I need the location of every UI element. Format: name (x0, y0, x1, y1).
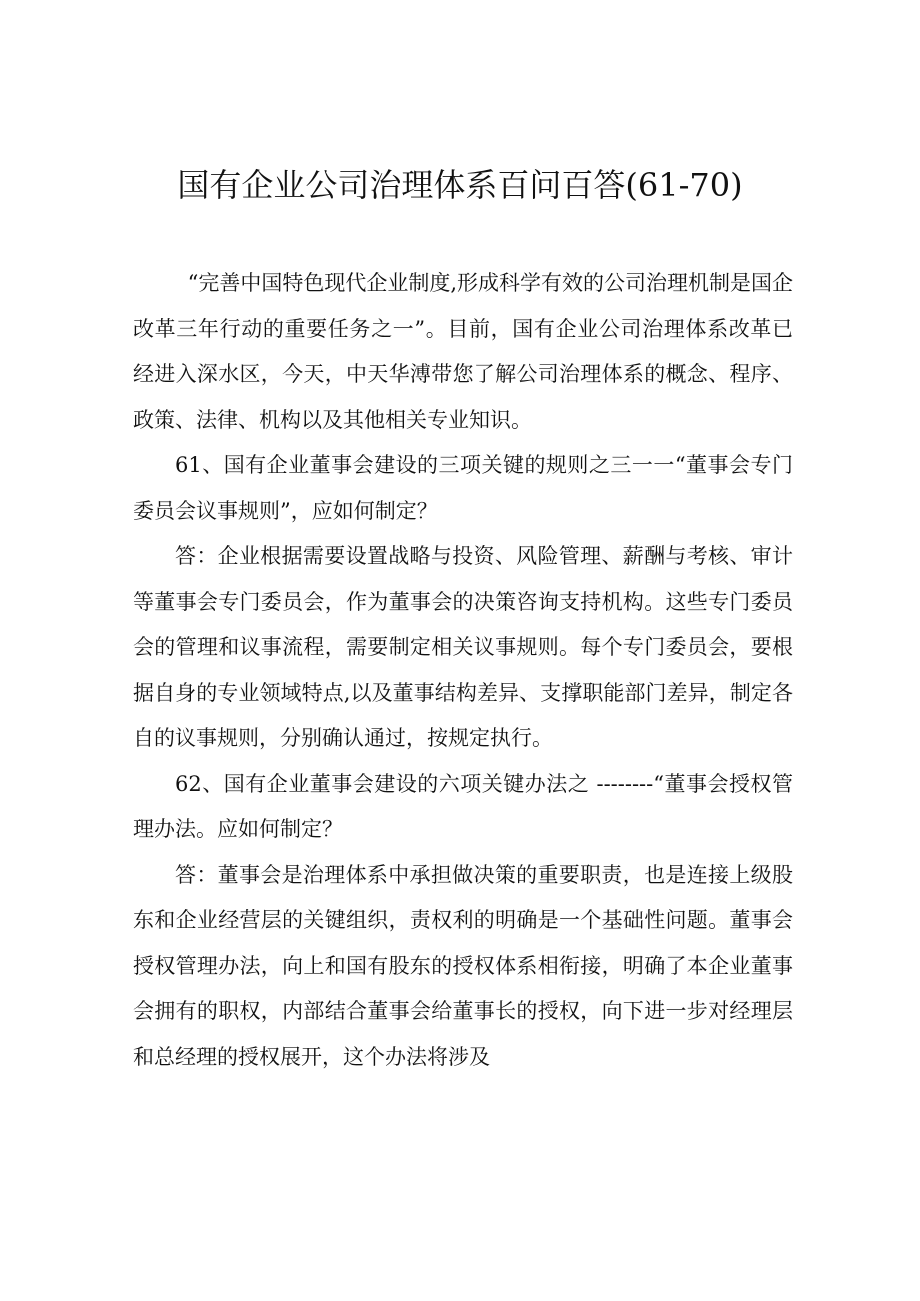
answer-61: 答：企业根据需要设置战略与投资、风险管理、薪酬与考核、审计等董事会专门委员会，作为董事会的决策咨询支持机构。这些专门委员会的管理和议事流程，需要制定相关议事规则。每个专门委员会，要根据自身的专业领域特点,以及董事结构差异、支撑职能部门差异，制定各自的议事规则，分别确认通过，按规定执行。 (133, 544, 793, 750)
answer-62: 答：董事会是治理体系中承担做决策的重要职责，也是连接上级股东和企业经营层的关键组织，责权利的明确是一个基础性问题。董事会授权管理办法，向上和国有股东的授权体系相衔接，明确了本企业董事会拥有的职权，内部结合董事会给董事长的授权，向下进一步对经理层和总经理的授权展开，这个办法将涉及 (133, 862, 793, 1069)
document-title: 国有企业公司治理体系百问百答(61-70) (177, 166, 743, 204)
question-62: 62、国有企业董事会建设的六项关键办法之 --------“董事会授权管理办法。应如何制定？ (133, 771, 793, 841)
document-body (133, 261, 793, 1080)
question-61: 61、国有企业董事会建设的三项关键的规则之三一一“董事会专门委员会议事规则”，应如何制定？ (133, 453, 793, 523)
intro-paragraph: “完善中国特色现代企业制度,形成科学有效的公司治理机制是国企改革三年行动的重要任务之一”。目前，国有企业公司治理体系改革已经进入深水区，今天，中天华溥带您了解公司治理体系的概念、程序、政策、法律、机构以及其他相关专业知识。 (133, 271, 794, 432)
